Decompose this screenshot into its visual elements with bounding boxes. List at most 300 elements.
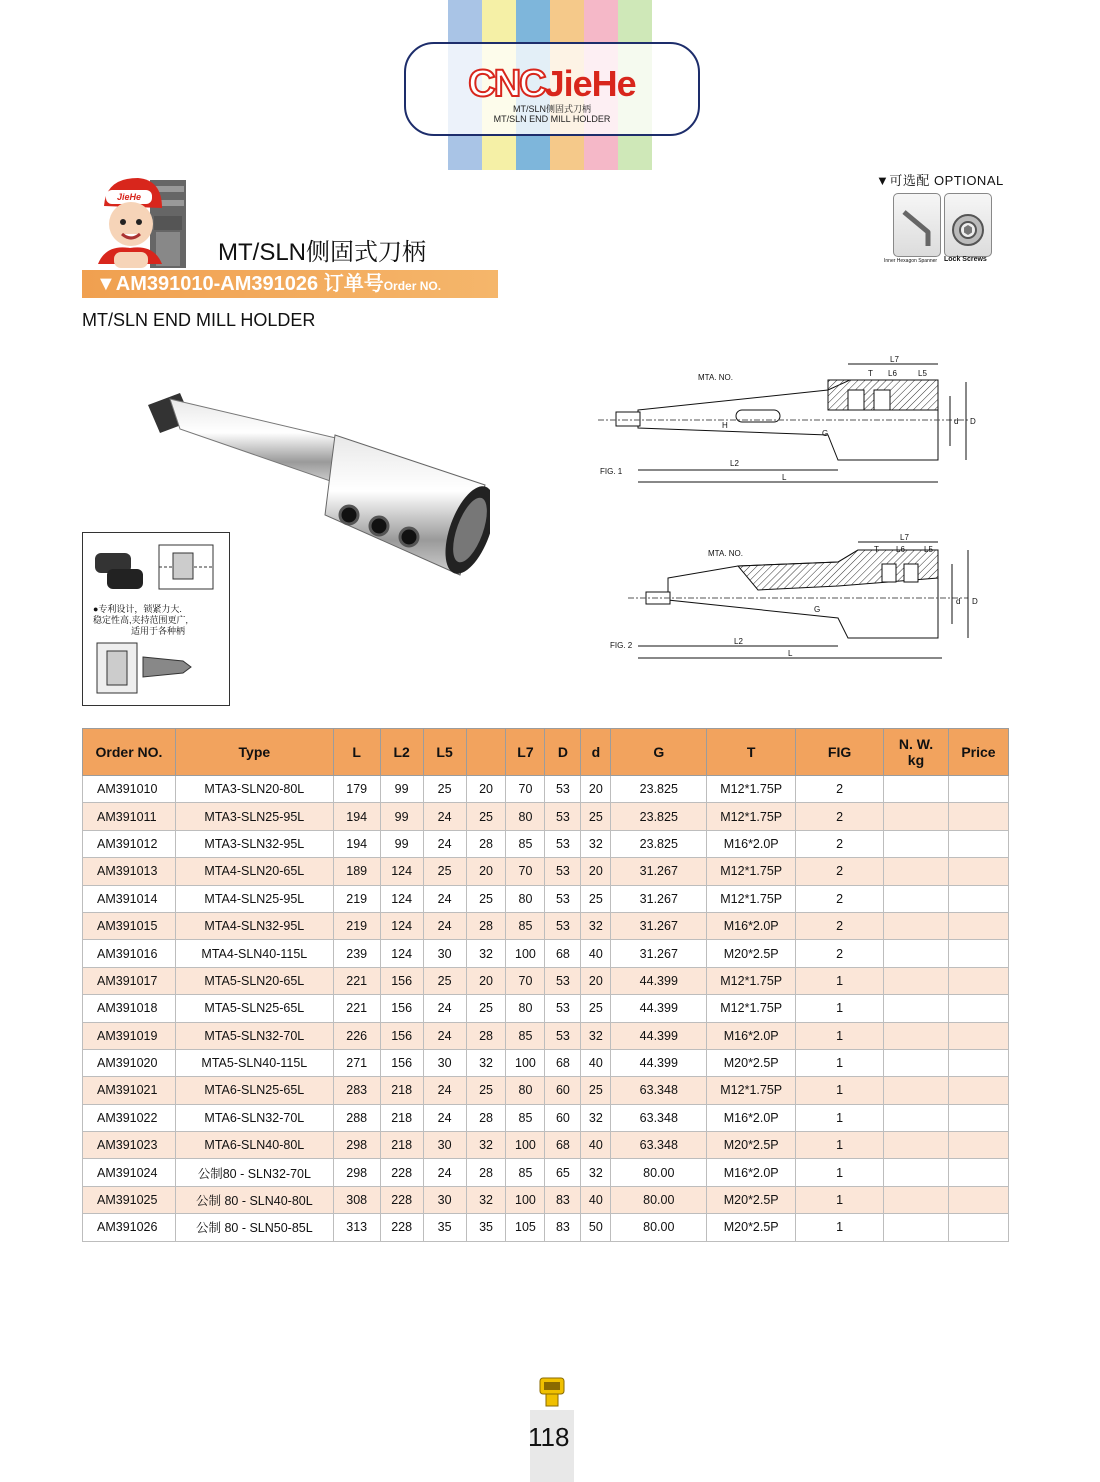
- table-cell: 32: [581, 912, 611, 939]
- table-cell: 40: [581, 1186, 611, 1213]
- product-title-en: MT/SLN END MILL HOLDER: [82, 310, 316, 330]
- brand-cnc-text: CNC: [468, 63, 545, 105]
- table-cell: [884, 776, 949, 803]
- table-header-cell: G: [611, 729, 707, 776]
- table-cell: 30: [423, 1049, 466, 1076]
- table-cell: 65: [545, 1159, 581, 1186]
- table-cell: 24: [423, 1022, 466, 1049]
- table-cell: [948, 885, 1008, 912]
- table-cell: M12*1.75P: [707, 776, 796, 803]
- table-cell: MTA6-SLN25-65L: [175, 1077, 333, 1104]
- table-header-cell: FIG: [796, 729, 884, 776]
- table-cell: 1: [796, 1077, 884, 1104]
- table-cell: 2: [796, 830, 884, 857]
- table-cell: 1: [796, 995, 884, 1022]
- table-cell: 1: [796, 1132, 884, 1159]
- table-cell: 32: [581, 1159, 611, 1186]
- detail-inset-top: [83, 533, 229, 613]
- technical-drawings: [598, 350, 988, 680]
- table-cell: 85: [506, 1104, 545, 1131]
- table-cell: MTA5-SLN25-65L: [175, 995, 333, 1022]
- table-cell: 53: [545, 995, 581, 1022]
- table-cell: 124: [380, 940, 423, 967]
- inset-note-2: 稳定性高,夹持范围更广,: [93, 615, 189, 625]
- table-cell: AM391011: [83, 803, 176, 830]
- spec-table: [82, 728, 1009, 1242]
- table-cell: 公制80 - SLN32-70L: [175, 1159, 333, 1186]
- fig2-l6-label: L6: [896, 545, 905, 554]
- table-cell: M20*2.5P: [707, 1186, 796, 1213]
- table-cell: AM391014: [83, 885, 176, 912]
- table-cell: 189: [333, 858, 380, 885]
- table-cell: MTA4-SLN20-65L: [175, 858, 333, 885]
- table-cell: 68: [545, 1132, 581, 1159]
- inset-note-3: 适用于各种柄: [131, 626, 186, 636]
- table-cell: 228: [380, 1186, 423, 1213]
- table-cell: 40: [581, 1132, 611, 1159]
- table-cell: 25: [581, 1077, 611, 1104]
- table-cell: [884, 1049, 949, 1076]
- table-cell: 85: [506, 830, 545, 857]
- table-cell: 194: [333, 830, 380, 857]
- table-cell: 44.399: [611, 1049, 707, 1076]
- table-cell: 1: [796, 1049, 884, 1076]
- fig2-D-label: D: [972, 597, 978, 606]
- table-header-cell: L5: [423, 729, 466, 776]
- table-cell: 2: [796, 776, 884, 803]
- table-cell: 63.348: [611, 1132, 707, 1159]
- table-cell: 179: [333, 776, 380, 803]
- table-cell: 35: [466, 1214, 506, 1241]
- table-cell: 80: [506, 803, 545, 830]
- table-cell: M20*2.5P: [707, 1049, 796, 1076]
- table-cell: 24: [423, 1104, 466, 1131]
- table-row: [83, 803, 1009, 830]
- table-cell: 70: [506, 858, 545, 885]
- table-cell: M16*2.0P: [707, 912, 796, 939]
- table-cell: [948, 967, 1008, 994]
- table-cell: 20: [581, 967, 611, 994]
- table-cell: 271: [333, 1049, 380, 1076]
- table-cell: 68: [545, 940, 581, 967]
- table-cell: 218: [380, 1077, 423, 1104]
- fig1-mta-label: MTA. NO.: [698, 373, 733, 382]
- table-cell: 68: [545, 1049, 581, 1076]
- optional-label: ▼可选配 OPTIONAL: [876, 173, 1004, 188]
- table-cell: AM391021: [83, 1077, 176, 1104]
- table-cell: 156: [380, 1049, 423, 1076]
- table-cell: 53: [545, 830, 581, 857]
- mascot-illustration: [96, 172, 196, 272]
- table-cell: 1: [796, 1214, 884, 1241]
- table-cell: 23.825: [611, 803, 707, 830]
- table-cell: 44.399: [611, 967, 707, 994]
- table-cell: 228: [380, 1159, 423, 1186]
- table-cell: 44.399: [611, 995, 707, 1022]
- table-cell: MTA4-SLN25-95L: [175, 885, 333, 912]
- table-cell: 20: [581, 858, 611, 885]
- table-cell: 32: [466, 1049, 506, 1076]
- table-cell: 194: [333, 803, 380, 830]
- fig1-l2-label: L2: [730, 459, 739, 468]
- table-cell: 85: [506, 912, 545, 939]
- table-cell: 2: [796, 803, 884, 830]
- fig2-label: FIG. 2: [610, 641, 633, 650]
- table-header-cell: D: [545, 729, 581, 776]
- table-cell: 28: [466, 1104, 506, 1131]
- fig2-l7-label: L7: [900, 533, 909, 542]
- table-cell: M20*2.5P: [707, 940, 796, 967]
- lock-screws-caption: Lock Screws: [944, 256, 987, 263]
- table-cell: M12*1.75P: [707, 967, 796, 994]
- table-cell: 219: [333, 885, 380, 912]
- table-cell: 32: [581, 1104, 611, 1131]
- table-cell: [948, 858, 1008, 885]
- table-cell: 公制 80 - SLN50-85L: [175, 1214, 333, 1241]
- table-cell: AM391013: [83, 858, 176, 885]
- table-cell: 32: [466, 940, 506, 967]
- fig1-g-label: G: [822, 429, 829, 438]
- table-cell: [884, 885, 949, 912]
- table-cell: M16*2.0P: [707, 1022, 796, 1049]
- table-cell: [884, 858, 949, 885]
- table-cell: 100: [506, 1132, 545, 1159]
- table-cell: [948, 776, 1008, 803]
- footer-emblem-icon: [536, 1376, 568, 1410]
- table-cell: 1: [796, 967, 884, 994]
- table-cell: 80: [506, 1077, 545, 1104]
- drawing-fig2: [610, 533, 978, 658]
- table-cell: 53: [545, 1022, 581, 1049]
- table-cell: MTA3-SLN32-95L: [175, 830, 333, 857]
- fig1-l7-label: L7: [890, 355, 899, 364]
- fig2-mta-label: MTA. NO.: [708, 549, 743, 558]
- table-header-cell: d: [581, 729, 611, 776]
- table-cell: 53: [545, 803, 581, 830]
- table-cell: 28: [466, 1159, 506, 1186]
- table-cell: 70: [506, 776, 545, 803]
- table-cell: MTA6-SLN40-80L: [175, 1132, 333, 1159]
- table-cell: 24: [423, 830, 466, 857]
- table-cell: AM391018: [83, 995, 176, 1022]
- table-row: [83, 885, 1009, 912]
- table-cell: 85: [506, 1159, 545, 1186]
- table-cell: 99: [380, 776, 423, 803]
- table-cell: 30: [423, 940, 466, 967]
- table-cell: 25: [423, 858, 466, 885]
- table-row: [83, 1049, 1009, 1076]
- table-row: [83, 1077, 1009, 1104]
- table-cell: [884, 967, 949, 994]
- table-cell: 1: [796, 1022, 884, 1049]
- table-cell: 219: [333, 912, 380, 939]
- table-cell: [884, 912, 949, 939]
- table-cell: 308: [333, 1186, 380, 1213]
- table-cell: [948, 830, 1008, 857]
- fig1-l6-label: L6: [888, 369, 897, 378]
- table-cell: 124: [380, 858, 423, 885]
- table-cell: 20: [466, 858, 506, 885]
- table-cell: 30: [423, 1186, 466, 1213]
- table-cell: AM391019: [83, 1022, 176, 1049]
- inset-note-1: ●专利设计，锁紧力大.: [93, 604, 182, 614]
- table-cell: 32: [466, 1186, 506, 1213]
- table-cell: 25: [466, 995, 506, 1022]
- table-cell: 156: [380, 1022, 423, 1049]
- table-cell: 80.00: [611, 1214, 707, 1241]
- table-cell: AM391024: [83, 1159, 176, 1186]
- table-cell: 1: [796, 1104, 884, 1131]
- table-cell: 23.825: [611, 776, 707, 803]
- table-cell: 2: [796, 940, 884, 967]
- table-cell: [884, 830, 949, 857]
- table-header-cell: T: [707, 729, 796, 776]
- table-cell: 124: [380, 885, 423, 912]
- table-cell: 99: [380, 830, 423, 857]
- fig1-d-label: d: [954, 417, 959, 426]
- header-subtitle-cn: MT/SLN侧固式刀柄: [512, 104, 591, 114]
- table-cell: [884, 940, 949, 967]
- table-cell: M12*1.75P: [707, 858, 796, 885]
- table-cell: [884, 1159, 949, 1186]
- table-cell: 24: [423, 803, 466, 830]
- table-cell: [884, 803, 949, 830]
- table-cell: MTA3-SLN20-80L: [175, 776, 333, 803]
- table-cell: 283: [333, 1077, 380, 1104]
- table-cell: 100: [506, 1049, 545, 1076]
- brand-logo: [406, 64, 698, 104]
- table-cell: 25: [581, 995, 611, 1022]
- table-cell: 298: [333, 1132, 380, 1159]
- table-cell: M12*1.75P: [707, 885, 796, 912]
- table-cell: 80: [506, 885, 545, 912]
- table-row: [83, 1132, 1009, 1159]
- product-title-cn: MT/SLN侧固式刀柄: [218, 239, 427, 266]
- table-cell: [948, 1104, 1008, 1131]
- table-cell: 1: [796, 1159, 884, 1186]
- table-cell: 44.399: [611, 1022, 707, 1049]
- table-cell: 60: [545, 1077, 581, 1104]
- hex-spanner-thumbnail: [893, 193, 941, 257]
- table-row: [83, 940, 1009, 967]
- table-cell: [948, 912, 1008, 939]
- fig1-label: FIG. 1: [600, 467, 623, 476]
- table-cell: [948, 940, 1008, 967]
- table-row: [83, 830, 1009, 857]
- table-cell: M12*1.75P: [707, 995, 796, 1022]
- header-subtitle-en: MT/SLN END MILL HOLDER: [493, 114, 611, 124]
- table-cell: M20*2.5P: [707, 1214, 796, 1241]
- fig2-g-label: G: [814, 605, 821, 614]
- table-cell: 50: [581, 1214, 611, 1241]
- table-cell: 20: [466, 776, 506, 803]
- table-row: [83, 1214, 1009, 1241]
- table-cell: 221: [333, 995, 380, 1022]
- table-cell: 28: [466, 1022, 506, 1049]
- table-cell: 24: [423, 1159, 466, 1186]
- table-row: [83, 967, 1009, 994]
- table-cell: 156: [380, 995, 423, 1022]
- table-cell: 32: [466, 1132, 506, 1159]
- table-cell: 25: [581, 803, 611, 830]
- table-header-cell: L7: [506, 729, 545, 776]
- table-cell: 105: [506, 1214, 545, 1241]
- table-cell: 25: [423, 776, 466, 803]
- table-cell: 25: [466, 885, 506, 912]
- table-cell: 60: [545, 1104, 581, 1131]
- table-cell: MTA5-SLN32-70L: [175, 1022, 333, 1049]
- table-cell: MTA3-SLN25-95L: [175, 803, 333, 830]
- table-cell: 31.267: [611, 912, 707, 939]
- table-cell: 100: [506, 940, 545, 967]
- table-cell: [948, 1132, 1008, 1159]
- table-cell: AM391022: [83, 1104, 176, 1131]
- table-row: [83, 776, 1009, 803]
- table-row: [83, 1159, 1009, 1186]
- table-cell: [948, 1022, 1008, 1049]
- table-cell: M16*2.0P: [707, 1159, 796, 1186]
- table-row: [83, 858, 1009, 885]
- table-cell: 35: [423, 1214, 466, 1241]
- table-cell: MTA4-SLN32-95L: [175, 912, 333, 939]
- detail-inset: [82, 532, 230, 706]
- table-cell: AM391016: [83, 940, 176, 967]
- table-cell: 2: [796, 885, 884, 912]
- table-header-cell: [466, 729, 506, 776]
- table-cell: 31.267: [611, 885, 707, 912]
- table-cell: 25: [466, 1077, 506, 1104]
- fig2-L-label: L: [788, 649, 793, 658]
- table-cell: 40: [581, 940, 611, 967]
- table-cell: 80.00: [611, 1159, 707, 1186]
- table-cell: 80.00: [611, 1186, 707, 1213]
- table-cell: 53: [545, 776, 581, 803]
- table-cell: [948, 995, 1008, 1022]
- table-header-cell: N. W. kg: [884, 729, 949, 776]
- table-cell: 20: [466, 967, 506, 994]
- table-header-cell: L: [333, 729, 380, 776]
- table-cell: [884, 995, 949, 1022]
- table-cell: 218: [380, 1132, 423, 1159]
- table-cell: AM391026: [83, 1214, 176, 1241]
- table-cell: 32: [581, 1022, 611, 1049]
- table-cell: AM391025: [83, 1186, 176, 1213]
- order-suffix-text: Order NO.: [383, 279, 442, 293]
- mascot-badge: JieHe: [116, 192, 142, 202]
- lock-screw-thumbnail: [944, 193, 992, 257]
- table-header-cell: L2: [380, 729, 423, 776]
- table-cell: 25: [466, 803, 506, 830]
- table-cell: [884, 1132, 949, 1159]
- table-cell: 2: [796, 858, 884, 885]
- table-cell: [948, 1214, 1008, 1241]
- table-cell: 63.348: [611, 1077, 707, 1104]
- brand-logo-box: [404, 42, 700, 136]
- table-cell: 24: [423, 912, 466, 939]
- table-row: [83, 1104, 1009, 1131]
- table-cell: [884, 1104, 949, 1131]
- table-cell: [948, 1049, 1008, 1076]
- fig2-t-label: T: [874, 545, 879, 554]
- fig2-l2-label: L2: [734, 637, 743, 646]
- table-cell: MTA6-SLN32-70L: [175, 1104, 333, 1131]
- lock-screw-icon: [945, 194, 991, 256]
- table-header-cell: Price: [948, 729, 1008, 776]
- table-cell: 2: [796, 912, 884, 939]
- table-cell: 228: [380, 1214, 423, 1241]
- table-cell: AM391012: [83, 830, 176, 857]
- hex-spanner-caption: Inner Hexagon Spanner: [884, 258, 938, 264]
- table-cell: 23.825: [611, 830, 707, 857]
- screw-section-icon: [159, 545, 213, 589]
- order-number-band: [82, 270, 498, 298]
- table-cell: 53: [545, 858, 581, 885]
- fig1-l5-label: L5: [918, 369, 927, 378]
- table-cell: 70: [506, 967, 545, 994]
- table-cell: AM391020: [83, 1049, 176, 1076]
- table-cell: 100: [506, 1186, 545, 1213]
- table-cell: 24: [423, 995, 466, 1022]
- order-range-text: ▼AM391010-AM391026 订单号: [96, 273, 384, 295]
- table-cell: AM391010: [83, 776, 176, 803]
- table-cell: 239: [333, 940, 380, 967]
- fig1-D-label: D: [970, 417, 976, 426]
- table-cell: 53: [545, 885, 581, 912]
- set-screws-icon: [95, 553, 143, 589]
- table-cell: 83: [545, 1214, 581, 1241]
- table-cell: 25: [581, 885, 611, 912]
- table-cell: M16*2.0P: [707, 1104, 796, 1131]
- table-cell: 24: [423, 885, 466, 912]
- table-row: [83, 995, 1009, 1022]
- hex-key-icon: [894, 194, 940, 256]
- table-cell: 99: [380, 803, 423, 830]
- fig1-L-label: L: [782, 473, 787, 482]
- table-cell: 53: [545, 967, 581, 994]
- table-cell: MTA5-SLN40-115L: [175, 1049, 333, 1076]
- table-cell: 313: [333, 1214, 380, 1241]
- table-cell: [948, 1159, 1008, 1186]
- table-cell: 156: [380, 967, 423, 994]
- table-cell: 63.348: [611, 1104, 707, 1131]
- table-cell: 85: [506, 1022, 545, 1049]
- table-cell: 53: [545, 912, 581, 939]
- table-row: [83, 1022, 1009, 1049]
- table-cell: 80: [506, 995, 545, 1022]
- table-header-cell: Type: [175, 729, 333, 776]
- table-cell: 40: [581, 1049, 611, 1076]
- table-cell: 298: [333, 1159, 380, 1186]
- table-body: [83, 776, 1009, 1242]
- table-cell: 288: [333, 1104, 380, 1131]
- fig2-d-label: d: [956, 597, 961, 606]
- table-cell: [884, 1214, 949, 1241]
- table-cell: 24: [423, 1077, 466, 1104]
- table-cell: 31.267: [611, 940, 707, 967]
- table-cell: 20: [581, 776, 611, 803]
- brand-name-text: JieHe: [544, 63, 636, 104]
- table-cell: [948, 1077, 1008, 1104]
- page-number: 118: [528, 1422, 570, 1452]
- table-cell: 124: [380, 912, 423, 939]
- table-header-cell: Order NO.: [83, 729, 176, 776]
- table-cell: [948, 1186, 1008, 1213]
- table-cell: 32: [581, 830, 611, 857]
- table-cell: 28: [466, 830, 506, 857]
- table-cell: [948, 803, 1008, 830]
- table-row: [83, 912, 1009, 939]
- table-cell: M12*1.75P: [707, 803, 796, 830]
